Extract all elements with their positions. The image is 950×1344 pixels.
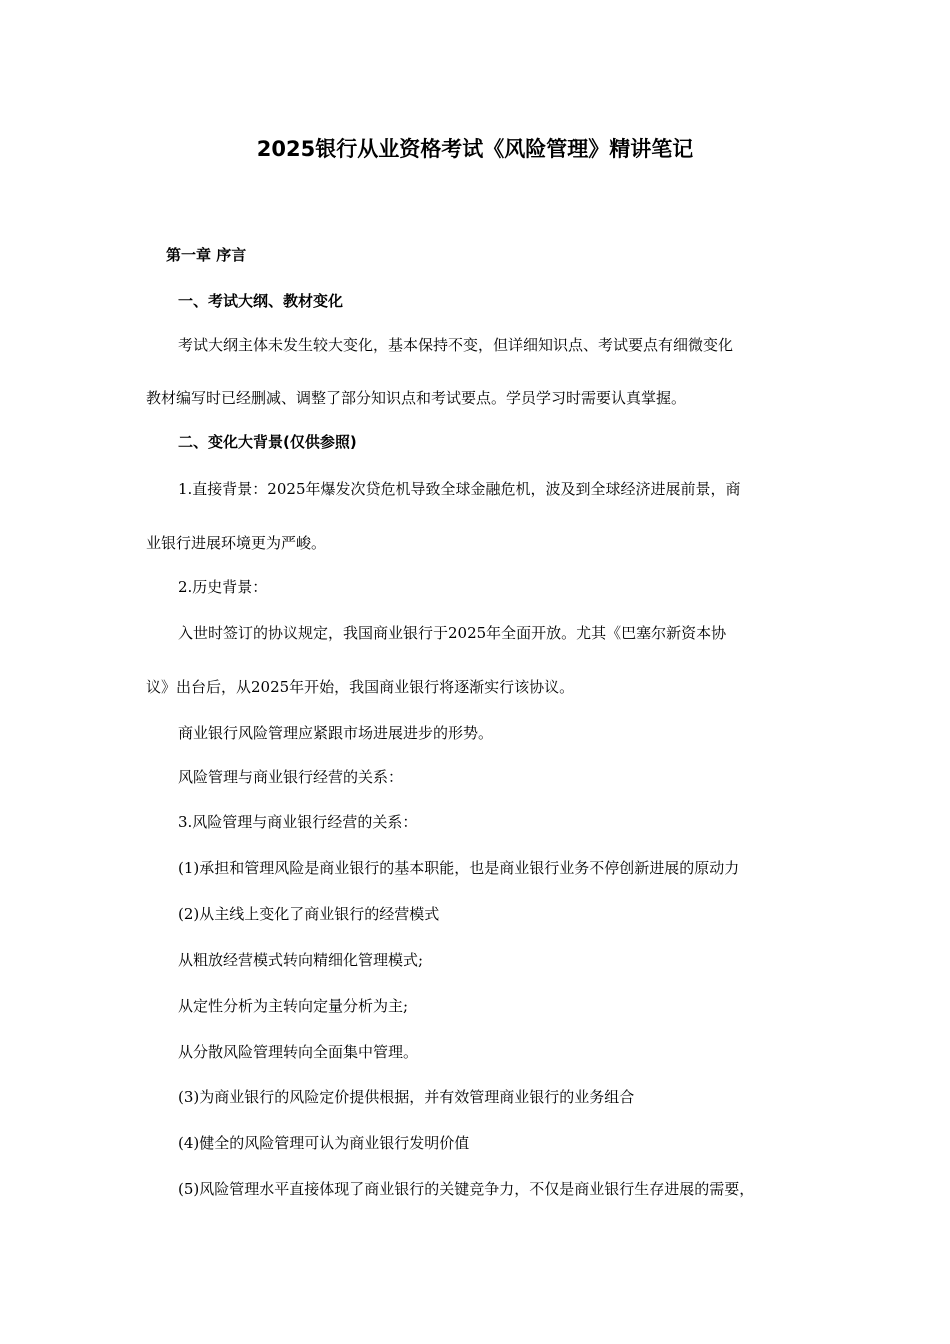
paragraph-6: 风险管理与商业银行经营的关系： bbox=[178, 768, 404, 786]
paragraph-4-line-1: 入世时签订的协议规定，我国商业银行于2025年全面开放。尤其《巴塞尔新资本协 bbox=[178, 624, 727, 642]
paragraph-3: 2.历史背景： bbox=[178, 578, 268, 596]
paragraph-10: 从粗放经营模式转向精细化管理模式; bbox=[178, 951, 424, 969]
paragraph-1-line-1: 考试大纲主体未发生较大变化，基本保持不变，但详细知识点、考试要点有细微变化 bbox=[178, 336, 734, 354]
paragraph-9: (2)从主线上变化了商业银行的经营模式 bbox=[178, 905, 440, 923]
paragraph-8: (1)承担和管理风险是商业银行的基本职能，也是商业银行业务不停创新进展的原动力 bbox=[178, 859, 740, 877]
section-heading-2: 二、变化大背景(仅供参照) bbox=[178, 433, 357, 451]
paragraph-11: 从定性分析为主转向定量分析为主; bbox=[178, 997, 409, 1015]
paragraph-2-line-1: 1.直接背景：2025年爆发次贷危机导致全球金融危机，波及到全球经济进展前景，商 bbox=[178, 480, 741, 498]
paragraph-13: (3)为商业银行的风险定价提供根据，并有效管理商业银行的业务组合 bbox=[178, 1088, 635, 1106]
paragraph-2-line-2: 业银行进展环境更为严峻。 bbox=[146, 534, 327, 552]
paragraph-15: (5)风险管理水平直接体现了商业银行的关键竞争力，不仅是商业银行生存进展的需要， bbox=[178, 1180, 755, 1198]
paragraph-1-line-2: 教材编写时已经删减、调整了部分知识点和考试要点。学员学习时需要认真掌握。 bbox=[146, 389, 687, 407]
paragraph-4-line-2: 议》出台后，从2025年开始，我国商业银行将逐渐实行该协议。 bbox=[146, 678, 575, 696]
paragraph-7: 3.风险管理与商业银行经营的关系： bbox=[178, 813, 418, 831]
paragraph-5: 商业银行风险管理应紧跟市场进展进步的形势。 bbox=[178, 724, 494, 742]
chapter-heading: 第一章 序言 bbox=[166, 246, 247, 264]
paragraph-14: (4)健全的风险管理可认为商业银行发明价值 bbox=[178, 1134, 470, 1152]
paragraph-12: 从分散风险管理转向全面集中管理。 bbox=[178, 1043, 419, 1061]
document-title: 2025银行从业资格考试《风险管理》精讲笔记 bbox=[256, 137, 694, 161]
section-heading-1: 一、考试大纲、教材变化 bbox=[178, 292, 344, 310]
